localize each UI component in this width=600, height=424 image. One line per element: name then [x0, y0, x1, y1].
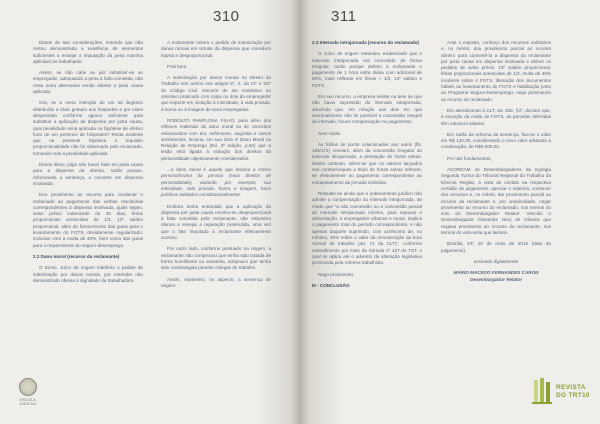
journal-logo-text [556, 384, 590, 399]
right-column-2 [441, 40, 551, 288]
paragraph: Embora tenha entendido que a aplicação da dispensa por justa causa revelou-se desproporcional à falta cometida pela reclamante, não vislumbro ofensa a ensejar a reparação pretendida, uma vez que o fato imputado à reclamante efetivamente ocorreu. [161, 203, 271, 241]
emblem-icon [19, 378, 37, 396]
paragraph: Por tais fundamentos, [447, 155, 492, 161]
paragraph: Diante disso, julgo não haver falar em justa causa para a dispensa da obreira, razão porque, reformando a sentença, a converto em dispensa imotivada. [33, 162, 143, 186]
signature-title: Desembargador Relator [469, 276, 523, 282]
paragraph: Em razão da reforma da sentença, fixa-se o valor em R$ 120,00, considerando o novo valor arbitrado à condenação, de R$6.000,00. [441, 131, 551, 150]
paragraph: Em atendimento à CLT, art. 832, §3º, declaro que, à exceção da multa do FGTS, as parcelas deferidas têm natureza salarial. [441, 107, 551, 126]
paragraph: Sem razão. [318, 130, 342, 136]
paragraph: Pois bem. [167, 63, 188, 69]
right-page [300, 0, 600, 424]
paragraph: Em seu recurso, a empresa insiste na tese de que não havia supressão do intervalo intrajornada, aduzindo que, em relação aos dias em que eventualmente não foi possível a concessão integral do intervalo, houve compensação no pagamento. [312, 94, 422, 125]
paragraph: RODOLFO PAMPLONA FILHO, para além dos reflexos materiais do dano moral ou de conceitos relacionados com dor, sofrimento, angústia e outros sentimentos, leciona, em sua obra O Dano Moral na Relação de Emprego (Ed. 3ª edição, p.52) que a lesão está ligada à violação dos direitos da personalidade objetivamente considerados: [161, 117, 271, 161]
journal-logo-line1: REVISTA [556, 384, 586, 391]
paragraph: A indenização por danos morais no Direito do Trabalho tem arrimo nos artigos 5º, X, da CF e 927 do Código Civil. Decorre de ato comissivo ou omissivo praticado com culpa ou dolo do empregador que importe em violação à intimidade, à vida privada, à honra ou à imagem de seus empregados. [161, 75, 271, 112]
paragraph: As folhas de ponto colacionadas aos autos (fls. 158/171) revelam, além da concessão irregular do intervalo intrajornada, a prestação de horas extras. Nesse contexto, infere-se que os valores lançados nos contracheques a título de horas extras referem-se efetivamente ao pagamento correspondente ao extrapolamento da jornada ordinária. [312, 141, 422, 185]
paragraph: O Exmo. Juízo de origem indeferiu o pedido de indenização por danos morais, por entender não demonstrado ofensa à dignidade da trabalhadora. [33, 265, 143, 283]
section-heading: 2.3 Intervalo intrajornada (recurso do reclamado) [312, 40, 419, 45]
left-column-2 [161, 40, 271, 294]
paragraph: Ora, se a mera intenção de um tal ilegítimo distribuído a título gratuito aos hóspedes e por estes desprezado conforme agravo suficiente para substituir a aplicação da dispensa por justa causa, qual penalidade seria aplicada na hipótese de efetivo furto de um pertence de hóspedes? Resta evidente que na presente hipótese o requisito proporcionalidade não foi observado pelo reclamado, tornando nula a penalidade aplicada. [33, 100, 143, 156]
paragraph: O Juízo de origem entendeu evidenciado que o intervalo intrajornada era concedido de forma irregular, razão porque deferiu à reclamante o pagamento de 1 hora extra diária com adicional de 50%, mais reflexos em férias + 1/3, 13º salário e FGTS. [312, 51, 422, 88]
paragraph: A reclamante reitera o pedido de indenização por danos morais em virtude da dispensa que considera injusta e desproporcional. [161, 40, 271, 58]
conclusion-heading: III - CONCLUSÃO [312, 282, 350, 288]
paragraph: Ressalte-se ainda que o ordenamento jurídico não admite a compensação do intervalo intrajornada, de modo que "a não concessão ou a concessão parcial do intervalo intrajornada mínimo, para repouso e alimentação, a empregados urbanos e rurais, implica o pagamento total do período correspondente, e não apenas daquele suprimido, com acréscimo de, no mínimo, 50% sobre o valor da remuneração da hora normal de trabalho (art. 71 da CLT)", conforme entendimento por meio da Súmula nº 437 do TST, o qual se aplica até o advento da alteração legislativa promovida pela reforma trabalhista. [312, 190, 422, 266]
paragraph: Dou provimento ao recurso para condenar o reclamado ao pagamento das verbas rescisórias correspondentes à dispensa imotivada, quais sejam, aviso prévio indenizado de 30 dias, férias proporcionais acrescidas de 1/3, 13º salário proporcional, além do fornecimento das guias para o levantamento do FGTS, devidamente regularizado, inclusive com a multa de 40%, bem como das guias para o requerimento do seguro-desemprego. [33, 192, 143, 248]
signature-note: assinado digitalmente [473, 258, 519, 264]
signature-name: MÁRIO MACEDO FERNANDES CARON [453, 270, 539, 276]
section-heading: 2.2 Dano moral (recurso da reclamante) [33, 253, 120, 259]
paragraph: Nego provimento. [318, 271, 355, 277]
paragraph: Brasília, DF, 20 de maio de 2015 (data do julgamento). [441, 241, 551, 253]
paragraph: Por outro lado, conforme pontuado na origem, a reclamante não comprovou que tenha sido tratada de forma humilhante ou vexatória, tampouco que tenha sido constrangida perante colegas de trabalho. [161, 246, 271, 271]
right-column-1 [312, 40, 422, 294]
page-number-right: 311 [331, 8, 357, 25]
paragraph: Ante o exposto, conheço dos recursos ordinários e, no mérito, dou provimento parcial ao recurso obreiro para convertê-la a dispensa da reclamante por justa causa em dispensa imotivada e deferir os pedidos de aviso prévio, 13º salário proporcional, férias proporcionais acrescidas de 1/3, multa de 40% incidente sobre o FGTS, liberação dos documentos hábeis ao levantamento do FGTS e habilitação junto ao Programa Seguro-Desemprego; nego provimento ao recurso do reclamado. [441, 40, 551, 102]
paragraph: Assim, mantenho, no aspecto, a sentença de origem. [161, 276, 271, 288]
left-column-1 [33, 40, 143, 289]
paragraph: Assim, se não cabe ao juiz substituir-se ao empregador, adequando a pena à falta cometida, não resta outra alternativa senão afastar a justa causa aplicada. [33, 70, 143, 95]
journal-logo [532, 376, 592, 412]
school-logo [13, 378, 43, 406]
journal-logo-icon [532, 376, 554, 406]
logo-caption: ESCOLA JUDICIAL [19, 398, 37, 406]
paragraph: Diante de tais considerações, entendo que não restou demonstrada a existência de elementos suficientes a ensejar a imputação da pena máxima aplicável ao trabalhador. [33, 40, 143, 64]
paragraph: ACORDAM os Desembargadores da Egrégia Segunda Turma do Tribunal Regional do Trabalho da Décima Região, à vista do contido na respectiva certidão de julgamento, aprovar o relatório, conhecer dos recursos e, no mérito, dar provimento parcial ao recurso da reclamante e, por unanimidade, negar provimento ao recurso do reclamado, nos termos do voto do Desembargador Relator. Vencido o Desembargador Alexandre Nery de Oliveira que negava provimento ao recurso da reclamante, nos termos do voto-vista que lavrará. [441, 167, 551, 236]
quote-paragraph: ...o dano moral é aquele que lesiona a esfera personalíssima da pessoa (seus direitos de personalidade), violando, por exemplo, sua intimidade, vida privada, honra e imagem, bens jurídicos tutelados constitucionalmente. [161, 167, 271, 198]
page-number-left: 310 [213, 8, 240, 25]
journal-logo-line2: DO TRT10 [556, 391, 590, 399]
